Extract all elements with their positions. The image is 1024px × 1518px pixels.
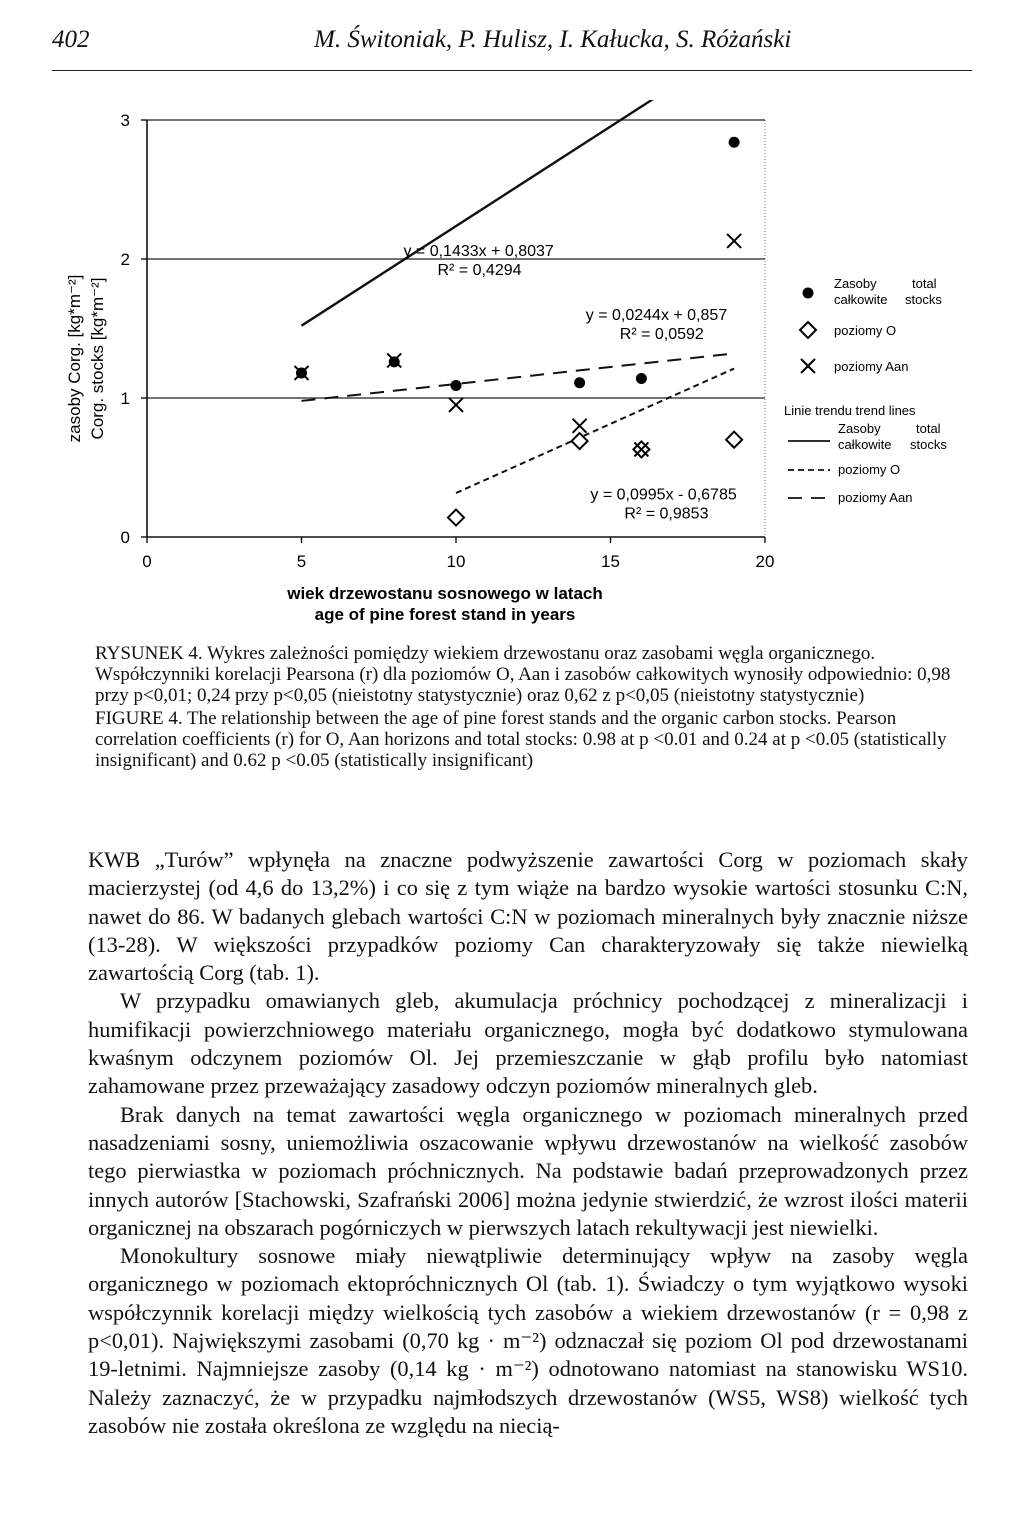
- paragraph-2: W przypadku omawianych gleb, akumulacja próchnicy pochodzącej z mineralizacji i humifikacji powierzchniowego materiału organicznego, mogła być dodatkowo stymulowana kwaśnym odczynem poziomów Ol. Jej przemieszczanie w głąb profilu było natomiast zahamowane przez przeważający zasadowy odczyn poziomów mineralnych gleb.: [88, 988, 968, 1099]
- legend-marker-diamond: [800, 322, 816, 338]
- axis-labels: [65, 275, 603, 624]
- legend-label: poziomy O: [834, 323, 897, 338]
- legend-line-label-polish: Zasoby: [838, 421, 881, 436]
- legend-label: poziomy Aan: [834, 359, 909, 374]
- trend-r2-O: R² = 0,9853: [624, 505, 709, 523]
- scatter-chart: [0, 100, 1024, 640]
- trend-line-Aan: [302, 353, 735, 400]
- legend-marker-x: [801, 359, 815, 373]
- trend-equation-total: y = 0,1433x + 0,8037: [403, 243, 554, 261]
- y-axis-title-english: Corg. stocks [kg*m⁻²]: [88, 277, 107, 440]
- x-tick-label: 0: [142, 552, 152, 571]
- legend-line-label-english: total: [916, 421, 941, 436]
- y-tick-label: 2: [120, 250, 130, 269]
- caption-polish: RYSUNEK 4. Wykres zależności pomiędzy wiekiem drzewostanu oraz zasobami węgla organicznego. Współczynniki korelacji Pearsona (r) dla poziomów O, Aan i zasobów całkowitych wynosiły odpowiednio: 0,98 przy p<0,01; 0,24 przy p<0,05 (nieistotny statystycznie) oraz 0,62 z p<0,05 (nieistotny statystycznie): [95, 643, 951, 706]
- y-tick-label: 0: [120, 528, 130, 547]
- page-header: [52, 18, 972, 71]
- legend-line-label-polish: całkowite: [838, 437, 892, 452]
- chart-legend: [784, 276, 947, 505]
- data-point-diamond: [448, 510, 464, 526]
- data-point-circle: [729, 137, 740, 148]
- x-tick-label: 20: [755, 552, 775, 571]
- legend-label-polish: całkowite: [834, 292, 888, 307]
- figure-caption: [95, 643, 975, 771]
- data-point-x: [449, 398, 463, 412]
- data-point-circle: [636, 373, 647, 384]
- x-tick-label: 15: [601, 552, 620, 571]
- running-head: M. Świtoniak, P. Hulisz, I. Kałucka, S. Różański: [314, 26, 792, 53]
- legend-label-english: total: [912, 276, 937, 291]
- trend-equation-Aan: y = 0,0244x + 0,857: [585, 307, 728, 325]
- data-point-circle: [574, 377, 585, 388]
- legend-marker-circle: [803, 288, 814, 299]
- data-point-x: [727, 234, 741, 248]
- y-tick-label: 1: [120, 389, 130, 408]
- legend-label-polish: Zasoby: [834, 276, 877, 291]
- data-point-x: [573, 419, 587, 433]
- legend-line-label: poziomy O: [838, 462, 901, 477]
- x-axis-title-english: age of pine forest stand in years: [314, 605, 576, 624]
- data-point-diamond: [726, 432, 742, 448]
- paragraph-3: Brak danych na temat zawartości węgla organicznego w poziomach mineralnych przed nasadzeniami sosny, uniemożliwia oszacowanie wpływu drzewostanów na wielkość zasobów tego pierwiastka w poziomach próchnicznych. Na podstawie badań przeprowadzonych przez innych autorów [Stachowski, Szafrański 2006] można jedynie stwierdzić, że wzrost ilości materii organicznej na obszarach pogórniczych w pierwszych latach rekultywacji jest niewielki.: [88, 1101, 968, 1240]
- y-axis-title-polish: zasoby Corg. [kg*m⁻²]: [65, 274, 84, 443]
- page-number: 402: [52, 26, 90, 53]
- paragraph-1: KWB „Turów” wpłynęła na znaczne podwyższenie zawartości Corg w poziomach skały macierzystej (od 4,6 do 13,2%) i co się z tym wiąże na bardzo wysokie wartości stosunku C:N, nawet do 86. W badanych glebach wartości C:N w poziomach mineralnych były znacznie niższe (13-28). W większości przypadków poziomy Can charakteryzowały się także niewielką zawartością Corg (tab. 1).: [88, 847, 968, 986]
- x-tick-label: 5: [296, 552, 307, 571]
- paragraph-4: Monokultury sosnowe miały niewątpliwie determinujący wpływ na zasoby węgla organicznego w poziomach ektopróchnicznych Ol (tab. 1). Świadczy o tym wyjątkowo wysoki współczynnik korelacji między wielkością tych zasobów a wiekiem drzewostanów (r = 0,98 z p<0,01). Największymi zasobami (0,70 kg · m⁻²) odznaczał się poziom Ol pod drzewostanami 19-letnimi. Najmniejsze zasoby (0,14 kg · m⁻²) odnotowano natomiast na stanowisku WS10. Należy zaznaczyć, że w przypadku najmłodszych drzewostanów (WS5, WS8) wielkość tych zasobów nie została określona ze względu na niecią-: [88, 1243, 968, 1438]
- data-point-circle: [451, 380, 462, 391]
- legend-line-label-english: stocks: [910, 437, 947, 452]
- trend-lines: [302, 100, 735, 493]
- x-axis-title-polish: wiek drzewostanu sosnowego w latach: [287, 584, 603, 603]
- trend-line-O: [456, 369, 734, 493]
- trend-line-total: [302, 100, 735, 326]
- legend-line-label: poziomy Aan: [838, 490, 913, 505]
- trend-equation-O: y = 0,0995x - 0,6785: [590, 486, 737, 504]
- legend-lines-title: Linie trendu trend lines: [784, 403, 916, 418]
- x-tick-label: 10: [446, 552, 466, 571]
- trend-r2-Aan: R² = 0,0592: [619, 326, 704, 344]
- caption-english: FIGURE 4. The relationship between the age of pine forest stands and the organic carbon stocks. Pearson correlation coefficients (r) for O, Aan horizons and total stocks: 0.98 at p <0.01 and 0.24 at p <0.05 (statistically insignificant) and 0.62 p <0.05 (statistically insignificant): [95, 708, 947, 771]
- legend-label-english: stocks: [905, 292, 942, 307]
- y-tick-label: 3: [120, 111, 130, 130]
- body-text: [88, 846, 968, 1440]
- trend-r2-total: R² = 0,4294: [437, 262, 522, 280]
